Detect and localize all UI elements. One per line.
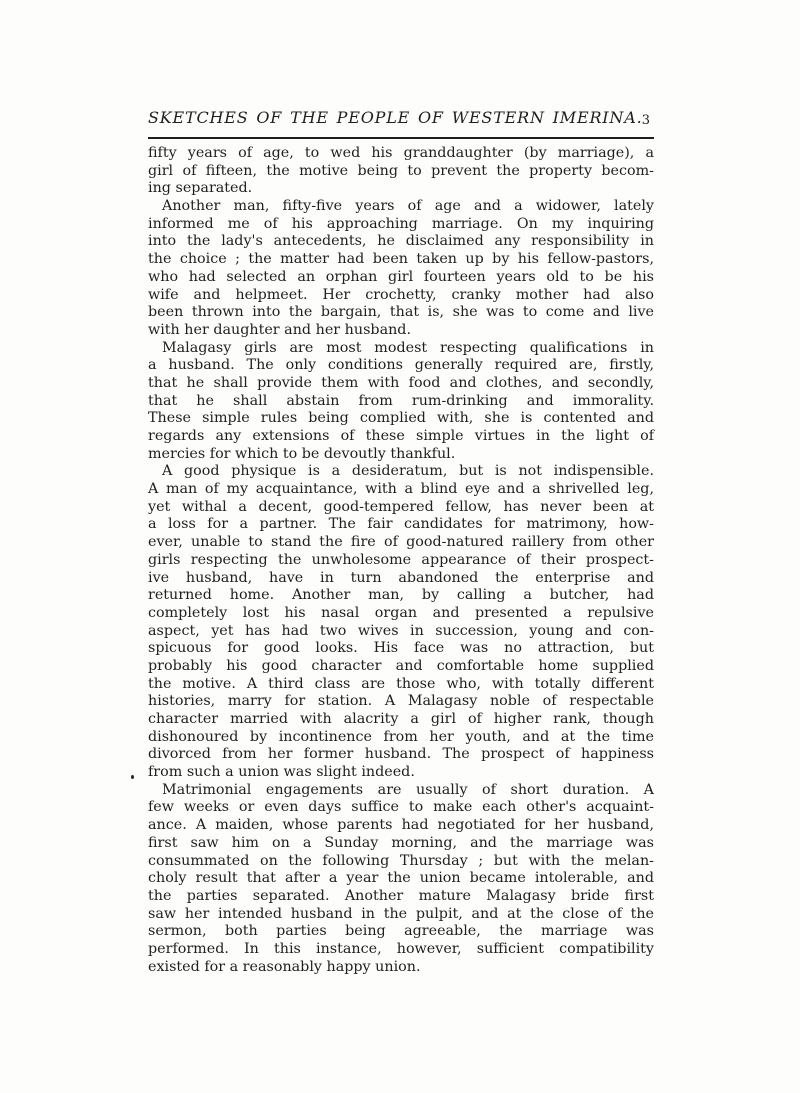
text-line: that he shall abstain from rum-drinking and immorality. [148, 392, 654, 409]
text-line: Matrimonial engagements are usually of short duration. A [162, 781, 654, 798]
text-line: ing separated. [148, 180, 253, 197]
text-line: choly result that after a year the union became intolerable, and [148, 870, 654, 887]
text-line: ance. A maiden, whose parents had negotiated for her husband, [148, 817, 654, 834]
running-header [148, 108, 654, 130]
text-line: dishonoured by incontinence from her youth, and at the time [148, 728, 654, 745]
text-line: Malagasy girls are most modest respecting qualifications in [162, 339, 654, 356]
text-line: spicuous for good looks. His face was no attraction, but [148, 640, 654, 657]
text-line: few weeks or even days suffice to make each other's acquaint- [148, 799, 654, 816]
text-line: fifty years of age, to wed his granddaughter (by marriage), a [148, 145, 654, 161]
text-line: wife and helpmeet. Her crochetty, cranky mother had also [148, 286, 654, 303]
text-line: girls respecting the unwholesome appearance of their prospect- [148, 551, 654, 568]
ink-speck [131, 775, 134, 779]
text-line: a husband. The only conditions generally required are, firstly, [148, 357, 654, 374]
text-line: character married with alacrity a girl of higher rank, though [148, 711, 654, 727]
text-line: into the lady's antecedents, he disclaimed any responsibility in [148, 233, 654, 250]
text-line: first saw him on a Sunday morning, and the marriage was [148, 834, 654, 851]
text-line: returned home. Another man, by calling a butcher, had [148, 587, 654, 604]
text-line: consummated on the following Thursday ; but with the melan- [148, 852, 654, 869]
text-line: girl of fifteen, the motive being to prevent the property becom- [148, 162, 654, 179]
text-line: a loss for a partner. The fair candidates for matrimony, how- [148, 516, 654, 533]
header-rule [148, 137, 654, 139]
text-line: the choice ; the matter had been taken up by his fellow-pastors, [148, 251, 654, 268]
text-line: ive husband, have in turn abandoned the enterprise and [148, 569, 654, 586]
text-line: A man of my acquaintance, with a blind eye and a shrivelled leg, [148, 481, 654, 498]
page-number: 3 [641, 113, 650, 128]
text-line: informed me of his approaching marriage. On my inquiring [148, 215, 654, 232]
text-line: existed for a reasonably happy union. [148, 958, 421, 975]
text-line: completely lost his nasal organ and presented a repulsive [148, 604, 654, 621]
text-line: performed. In this instance, however, sufficient compatibility [148, 940, 654, 957]
page-header-title: SKETCHES OF THE PEOPLE OF WESTERN IMERINA. [148, 108, 643, 127]
text-line: ever, unable to stand the fire of good-natured raillery from other [148, 534, 654, 551]
text-line: who had selected an orphan girl fourteen years old to be his [148, 268, 654, 285]
text-line: probably his good character and comfortable home supplied [148, 657, 654, 674]
text-line: with her daughter and her husband. [148, 321, 411, 338]
text-line: the motive. A third class are those who, with totally different [148, 675, 654, 692]
body-text [148, 145, 654, 976]
text-line: regards any extensions of these simple virtues in the light of [148, 428, 654, 444]
text-line: that he shall provide them with food and clothes, and secondly, [148, 374, 654, 391]
text-line: sermon, both parties being agreeable, the marriage was [148, 923, 654, 940]
text-line: yet withal a decent, good-tempered fellow, has never been at [148, 498, 654, 515]
text-line: mercies for which to be devoutly thankful. [148, 445, 456, 462]
text-line: histories, marry for station. A Malagasy noble of respectable [148, 693, 654, 710]
text-line: These simple rules being complied with, she is contented and [148, 410, 654, 427]
text-line: been thrown into the bargain, that is, she was to come and live [148, 304, 654, 321]
text-line: Another man, fifty-five years of age and a widower, lately [162, 198, 654, 215]
text-line: from such a union was slight indeed. [148, 764, 415, 781]
text-line: aspect, yet has had two wives in succession, young and con- [148, 622, 654, 639]
text-line: the parties separated. Another mature Malagasy bride first [148, 887, 654, 904]
text-line: saw her intended husband in the pulpit, and at the close of the [148, 905, 654, 922]
text-line: divorced from her former husband. The prospect of happiness [148, 746, 654, 763]
text-line: A good physique is a desideratum, but is not indispensible. [162, 463, 654, 480]
